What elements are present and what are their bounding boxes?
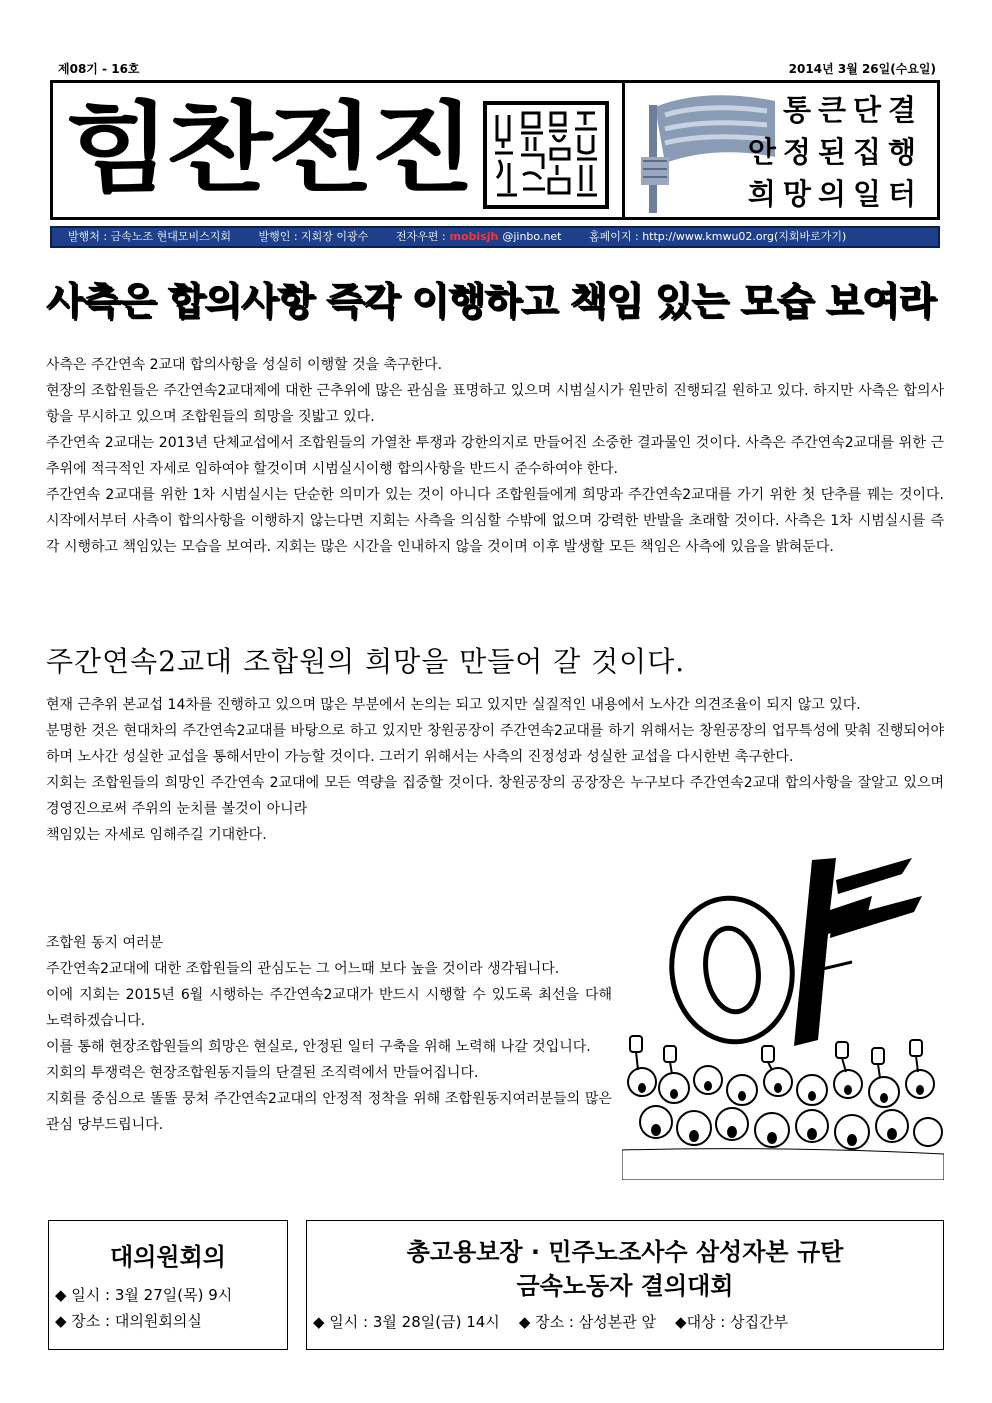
paragraph: 주간연속 2교대를 위한 1차 시범실시는 단순한 의미가 있는 것이 아니다 조합원들에게 희망과 주간연속2교대를 가기 위한 첫 단추를 꿰는 것이다. 시작에서부터 사측이 합의사항을 이행하지 않는다면 지회는 사측을 의심할 수밖에 없으며 강력한 반발을 초래할 것이다. 사측은 1차 시범실시를 즉각 시행하고 책임있는 모습을 보여라. 지회는 많은 시간을 인내하지 않을 것이며 이후 발생할 모든 책임은 사측에 있음을 밝혀둔다.	[46, 487, 944, 555]
issue-number: 제08기 - 16호	[58, 62, 140, 76]
notice-place-line: ◆ 장소 : 대의원회의실	[55, 1312, 202, 1330]
paragraph: 분명한 것은 현대차의 주간연속2교대를 바탕으로 하고 있지만 창원공장이 주간연속2교대를 하기 위해서는 창원공장의 업무특성에 맞춰 진행되어야하며 노사간 성실한 교섭을 통해서만이 가능할 것이다. 그러기 위해서는 사측의 진정성과 성실한 교섭을 다시한번 촉구한다.	[46, 723, 944, 765]
publisher-text: 발행처 : 금속노조 현대모비스지회	[68, 230, 231, 243]
paragraph: 이에 지회는 2015년 6월 시행하는 주간연속2교대가 반드시 시행할 수 있도록 최선을 다해 노력하겠습니다.	[46, 987, 612, 1029]
slogan-list	[748, 89, 923, 215]
issuer-text: 발행인 : 지회장 이광수	[258, 230, 369, 243]
paragraph: 지회는 조합원들의 희망인 주간연속 2교대에 모든 역량을 집중할 것이다. 창원공장의 공장장은 누구보다 주간연속2교대 합의사항을 잘알고 있으며 경영진으로써 주위의 눈치를 볼것이 아니라	[46, 775, 944, 817]
article-section-1	[46, 352, 944, 560]
paragraph: 사측은 주간연속 2교대 합의사항을 성실히 이행할 것을 촉구한다.	[46, 357, 443, 373]
section-subheading: 주간연속2교대 조합원의 희망을 만들어 갈 것이다.	[46, 645, 686, 678]
masthead-slogan-panel	[625, 83, 937, 217]
paragraph: 책임있는 자세로 임해주길 기대한다.	[46, 827, 267, 843]
masthead	[50, 80, 940, 220]
newsletter-title: 힘찬전진	[65, 92, 472, 206]
slogan-1: 통큰단결	[782, 93, 923, 127]
issue-date: 2014년 3월 26일(수요일)	[788, 62, 936, 76]
slogan-2: 안정된집행	[747, 135, 923, 169]
rally-title-line-1: 총고용보장 · 민주노조사수 삼성자본 규탄	[406, 1238, 844, 1266]
masthead-title-panel	[53, 83, 625, 217]
paragraph: 주간연속2교대에 대한 조합원들의 관심도는 그 어느때 보다 높을 것이라 생각됩니다.	[46, 961, 560, 977]
article-section-2	[46, 692, 944, 848]
paragraph: 이를 통해 현장조합원들의 희망은 현실로, 안정된 일터 구축을 위해 노력해 나갈 것입니다.	[46, 1039, 591, 1055]
paragraph: 조합원 동지 여러분	[46, 935, 164, 951]
paragraph: 주간연속 2교대는 2013년 단체교섭에서 조합원들의 가열찬 투쟁과 강한의지로 만들어진 소중한 결과물인 것이다. 사측은 주간연속2교대를 위한 근추위에 적극적인 자세로 임하여야 할것이며 시범실시이행 합의사항을 반드시 준수하여야 한다.	[46, 435, 944, 477]
article-section-3	[46, 930, 612, 1138]
email-user[interactable]: mobisjh	[449, 230, 499, 243]
rally-cartoon-image	[622, 850, 944, 1180]
rally-title-line-2: 금속노동자 결의대회	[516, 1272, 734, 1300]
notice-box-delegates-meeting	[48, 1220, 288, 1350]
paragraph: 현재 근추위 본교섭 14차를 진행하고 있으며 많은 부분에서 논의는 되고 있지만 실질적인 내용에서 노사간 의견조율이 되지 않고 있다.	[46, 697, 861, 713]
paragraph: 지회의 투쟁력은 현장조합원동지들의 단결된 조직력에서 만들어집니다.	[46, 1065, 479, 1081]
paragraph: 현장의 조합원들은 주간연속2교대제에 대한 근추위에 많은 관심을 표명하고 있으며 시범실시가 원만히 진행되길 원하고 있다. 하지만 사측은 합의사항을 무시하고 있으며 조합원들의 희망을 짓밟고 있다.	[46, 383, 944, 425]
union-seal-logo	[483, 101, 609, 209]
email-domain[interactable]: @jinbo.net	[502, 230, 562, 243]
notice-date-line: ◆ 일시 : 3월 27일(목) 9시	[55, 1286, 233, 1304]
notice-title: 대의원회의	[110, 1243, 226, 1271]
main-headline: 사측은 합의사항 즉각 이행하고 책임 있는 모습 보여라	[46, 279, 935, 323]
slogan-3: 희망의일터	[747, 177, 923, 211]
publisher-info-bar	[50, 226, 940, 248]
seal-glyph-art	[487, 105, 605, 205]
email-label: 전자우편 :	[395, 230, 446, 243]
crowd-shout-illustration	[622, 850, 944, 1180]
notice-box-rally	[306, 1220, 944, 1350]
rally-details-line: ◆ 일시 : 3월 28일(금) 14시 ◆ 장소 : 삼성본관 앞 ◆대상 : 상집간부	[313, 1313, 789, 1331]
paragraph: 지회를 중심으로 똘똘 뭉쳐 주간연속2교대의 안정적 정착을 위해 조합원동지여러분들의 많은 관심 당부드립니다.	[46, 1091, 612, 1133]
homepage-link[interactable]: 홈페이지 : http://www.kmwu02.org(지회바로가기)	[589, 230, 847, 243]
